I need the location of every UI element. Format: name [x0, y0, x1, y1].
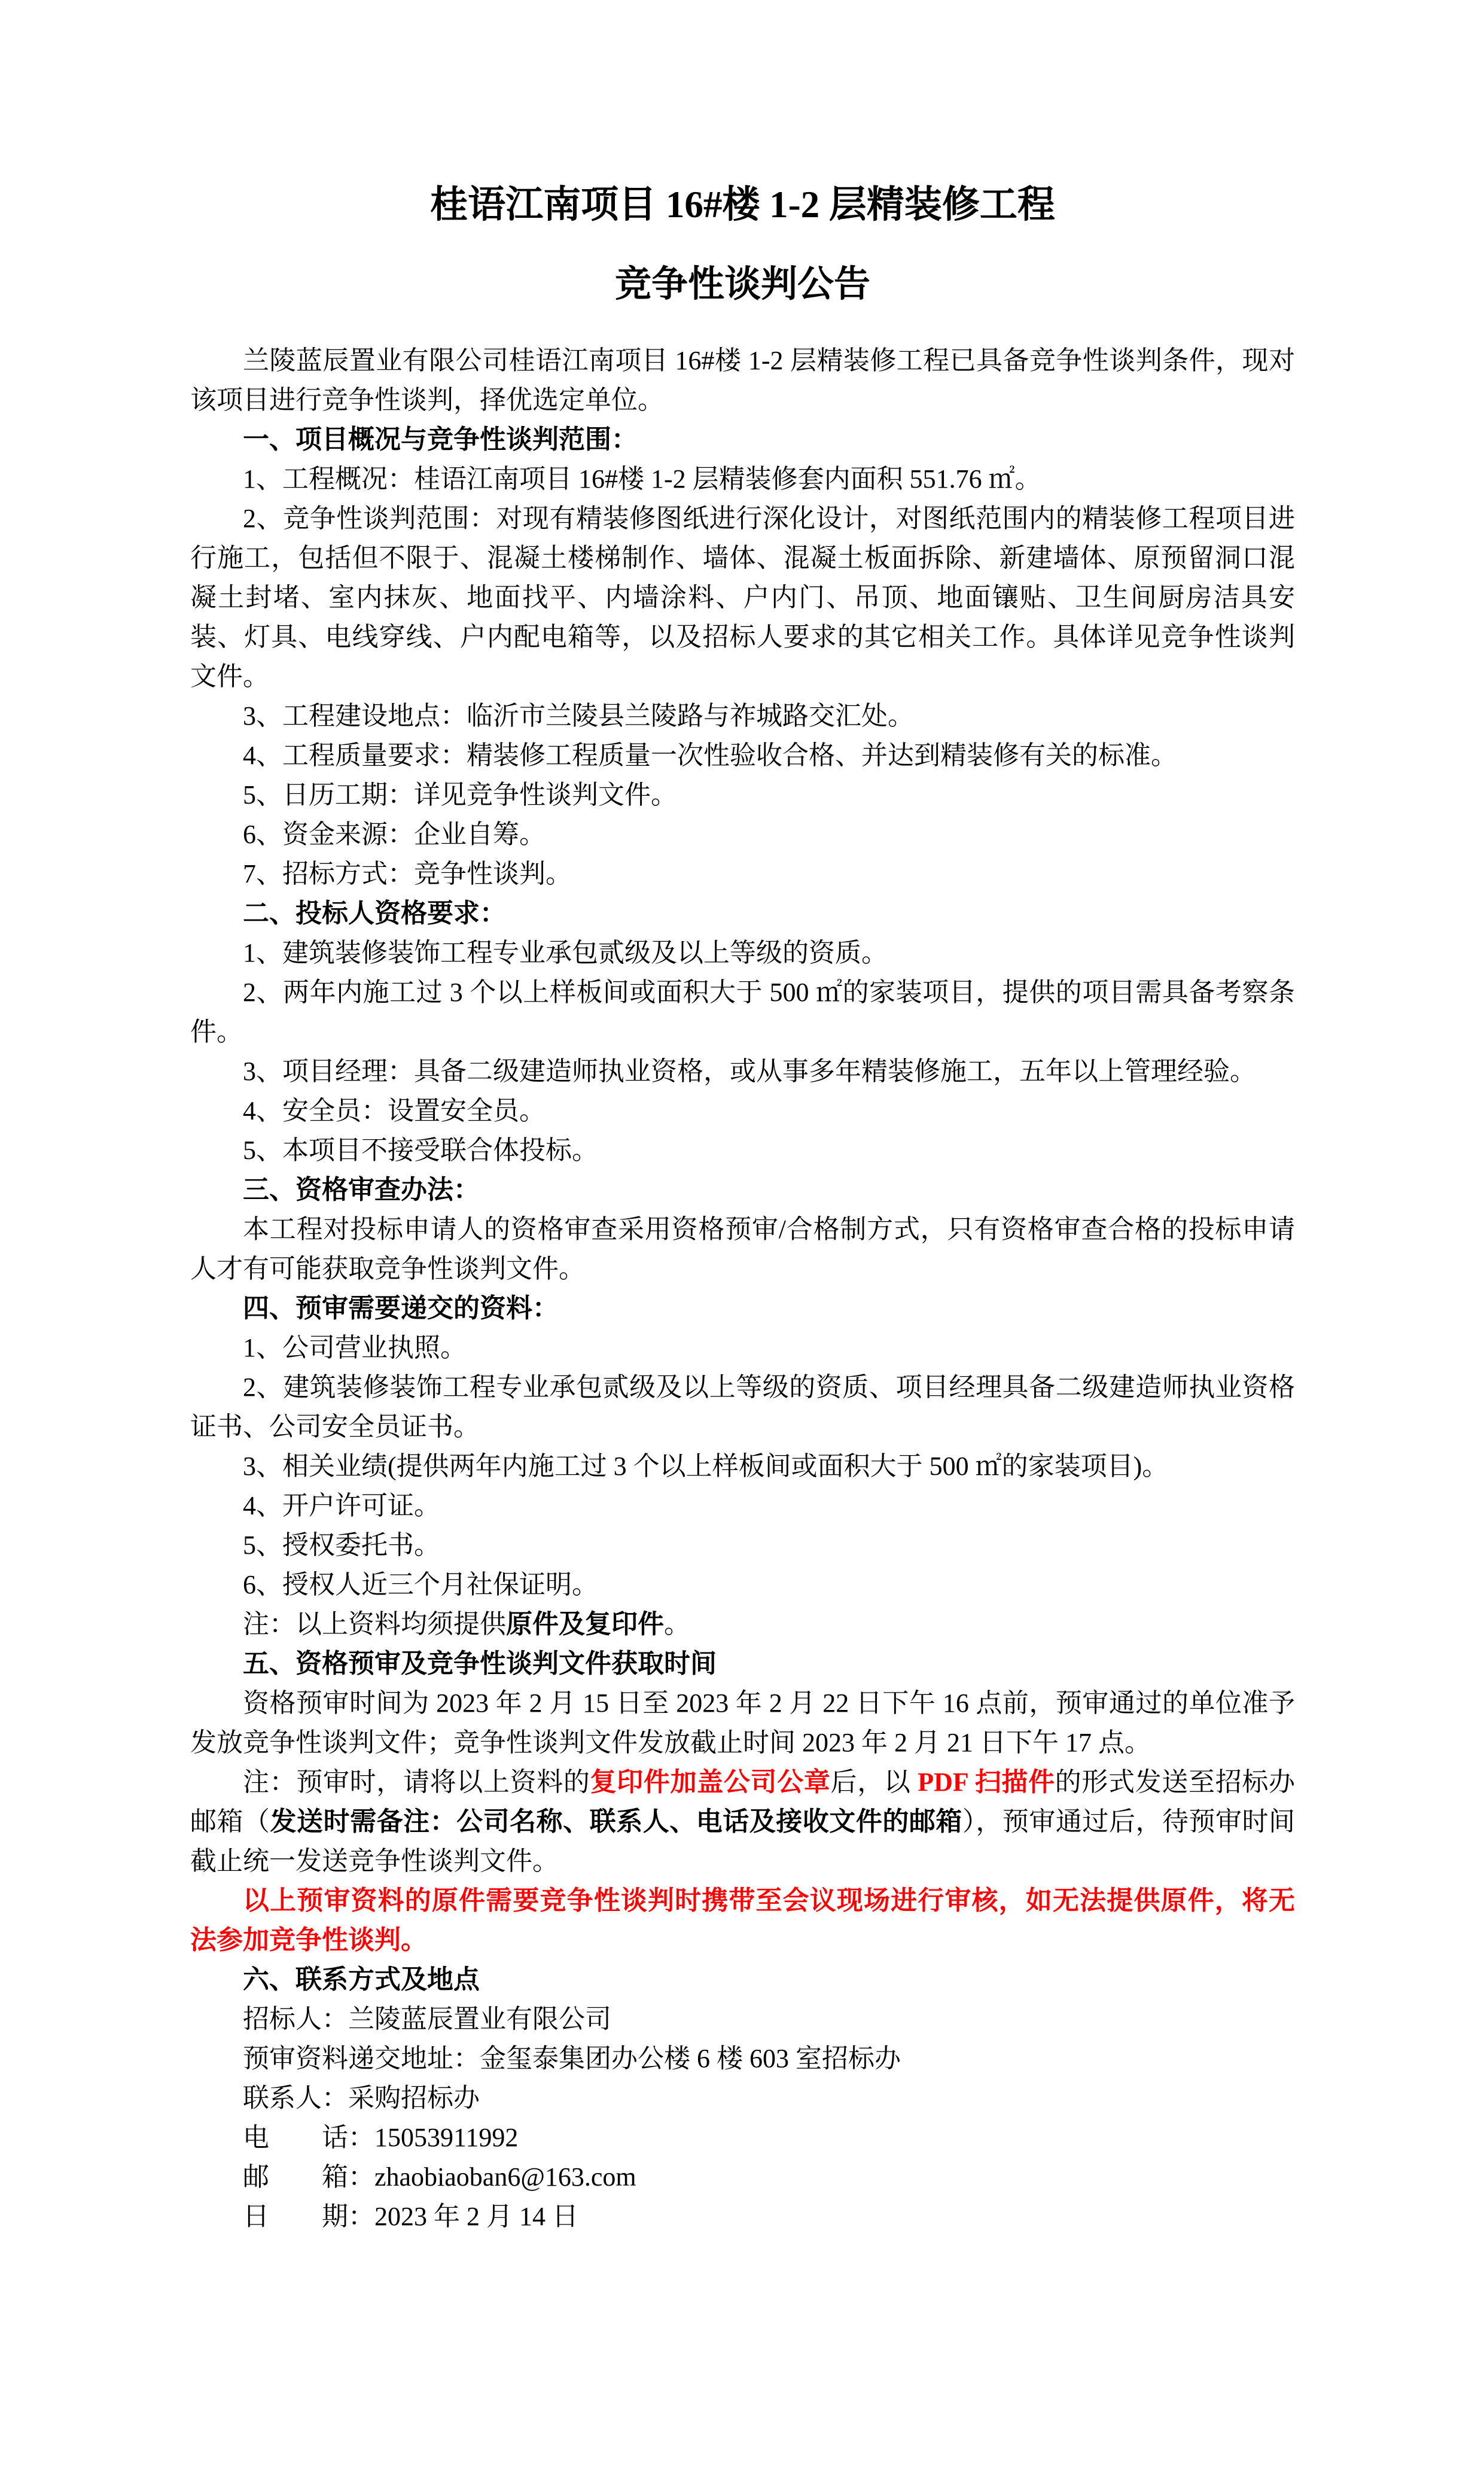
doc-body	[190, 341, 1295, 2236]
section-2-item-3: 3、项目经理：具备二级建造师执业资格，或从事多年精装修施工，五年以上管理经验。	[243, 1057, 1256, 1086]
doc-subtitle: 竞争性谈判公告	[614, 264, 870, 305]
section-2-item-2: 2、两年内施工过 3 个以上样板间或面积大于 500 ㎡的家装项目，提供的项目需具备考察条件。	[190, 978, 1295, 1046]
section-2-item-4: 4、安全员：设置安全员。	[243, 1096, 546, 1125]
section-4-item-3: 3、相关业绩(提供两年内施工过 3 个以上样板间或面积大于 500 ㎡的家装项目)。	[243, 1451, 1169, 1481]
contact-address: 预审资料递交地址：金玺泰集团办公楼 6 楼 603 室招标办	[243, 2044, 901, 2073]
text-run: 注：以上资料均须提供	[243, 1609, 506, 1639]
section-2-heading: 二、投标人资格要求：	[243, 899, 506, 928]
section-5-warning: 以上预审资料的原件需要竞争性谈判时携带至会议现场进行审核，如无法提供原件，将无法参加竞争性谈判。	[190, 1886, 1295, 1955]
section-1-item-2: 2、竞争性谈判范围：对现有精装修图纸进行深化设计，对图纸范围内的精装修工程项目进行施工，包括但不限于、混凝土楼梯制作、墙体、混凝土板面拆除、新建墙体、原预留洞口混凝土封堵、室内抹灰、地面找平、内墙涂料、户内门、吊顶、地面镶贴、卫生间厨房洁具安装、灯具、电线穿线、户内配电箱等，以及招标人要求的其它相关工作。具体详见竞争性谈判文件。	[190, 504, 1295, 691]
section-4-item-2: 2、建筑装修装饰工程专业承包贰级及以上等级的资质、项目经理具备二级建造师执业资格证书、公司安全员证书。	[190, 1373, 1295, 1441]
text-run-red: PDF 扫描件	[918, 1767, 1055, 1797]
contact-person: 联系人：采购招标办	[243, 2083, 480, 2113]
contact-bidder: 招标人：兰陵蓝辰置业有限公司	[243, 2004, 611, 2034]
section-1-item-6: 6、资金来源：企业自筹。	[243, 820, 546, 849]
doc-title: 桂语江南项目 16#楼 1-2 层精装修工程	[430, 184, 1055, 226]
intro-paragraph: 兰陵蓝辰置业有限公司桂语江南项目 16#楼 1-2 层精装修工程已具备竞争性谈判条件，现对该项目进行竞争性谈判，择优选定单位。	[190, 346, 1295, 415]
section-6-heading: 六、联系方式及地点	[243, 1965, 480, 1994]
section-1-item-5: 5、日历工期：详见竞争性谈判文件。	[243, 780, 677, 810]
contact-phone: 电 话：15053911992	[243, 2123, 519, 2152]
section-1-heading: 一、项目概况与竞争性谈判范围：	[243, 425, 638, 454]
contact-date: 日 期：2023 年 2 月 14 日	[243, 2202, 578, 2231]
text-run: 注：预审时，请将以上资料的	[243, 1767, 590, 1797]
text-run: 。	[664, 1609, 690, 1639]
section-4-item-6: 6、授权人近三个月社保证明。	[243, 1570, 598, 1599]
section-4-item-4: 4、开户许可证。	[243, 1491, 440, 1520]
section-2-item-5: 5、本项目不接受联合体投标。	[243, 1136, 598, 1165]
section-1-item-7: 7、招标方式：竞争性谈判。	[243, 859, 572, 888]
section-4-heading: 四、预审需要递交的资料：	[243, 1294, 559, 1323]
section-3-body: 本工程对投标申请人的资格审查采用资格预审/合格制方式，只有资格审查合格的投标申请人才有可能获取竞争性谈判文件。	[190, 1215, 1295, 1283]
section-1-item-1: 1、工程概况：桂语江南项目 16#楼 1-2 层精装修套内面积 551.76 ㎡。	[243, 464, 1041, 494]
section-3-heading: 三、资格审查办法：	[243, 1175, 480, 1204]
section-4-item-1: 1、公司营业执照。	[243, 1333, 467, 1362]
text-run-bold: 原件及复印件	[506, 1609, 664, 1639]
text-run: 的形式发送至招标办邮箱（	[190, 1767, 1296, 1836]
section-4-note	[190, 1605, 1295, 1644]
section-4-item-5: 5、授权委托书。	[243, 1530, 440, 1560]
section-5-note	[190, 1763, 1295, 1881]
contact-email: 邮 箱：zhaobiaoban6@163.com	[243, 2162, 636, 2192]
section-5-body: 资格预审时间为 2023 年 2 月 15 日至 2023 年 2 月 22 日下午 16 点前，预审通过的单位准予发放竞争性谈判文件；竞争性谈判文件发放截止时间 2023 年 2 月 21 日下午 17 点。	[190, 1688, 1295, 1757]
section-1-item-3: 3、工程建设地点：临沂市兰陵县兰陵路与祚城路交汇处。	[243, 701, 914, 731]
text-run: ），预审通过后，待预审时间截止统一发送竞争性谈判文件。	[190, 1807, 1296, 1876]
text-run: 后，以	[830, 1767, 918, 1797]
text-run-bold: 发送时需备注：公司名称、联系人、电话及接收文件的邮箱	[270, 1807, 962, 1836]
section-5-heading: 五、资格预审及竞争性谈判文件获取时间	[243, 1649, 717, 1678]
text-run-red: 复印件加盖公司公章	[590, 1767, 831, 1797]
section-1-item-4: 4、工程质量要求：精装修工程质量一次性验收合格、并达到精装修有关的标准。	[243, 741, 1177, 770]
section-2-item-1: 1、建筑装修装饰工程专业承包贰级及以上等级的资质。	[243, 938, 888, 967]
